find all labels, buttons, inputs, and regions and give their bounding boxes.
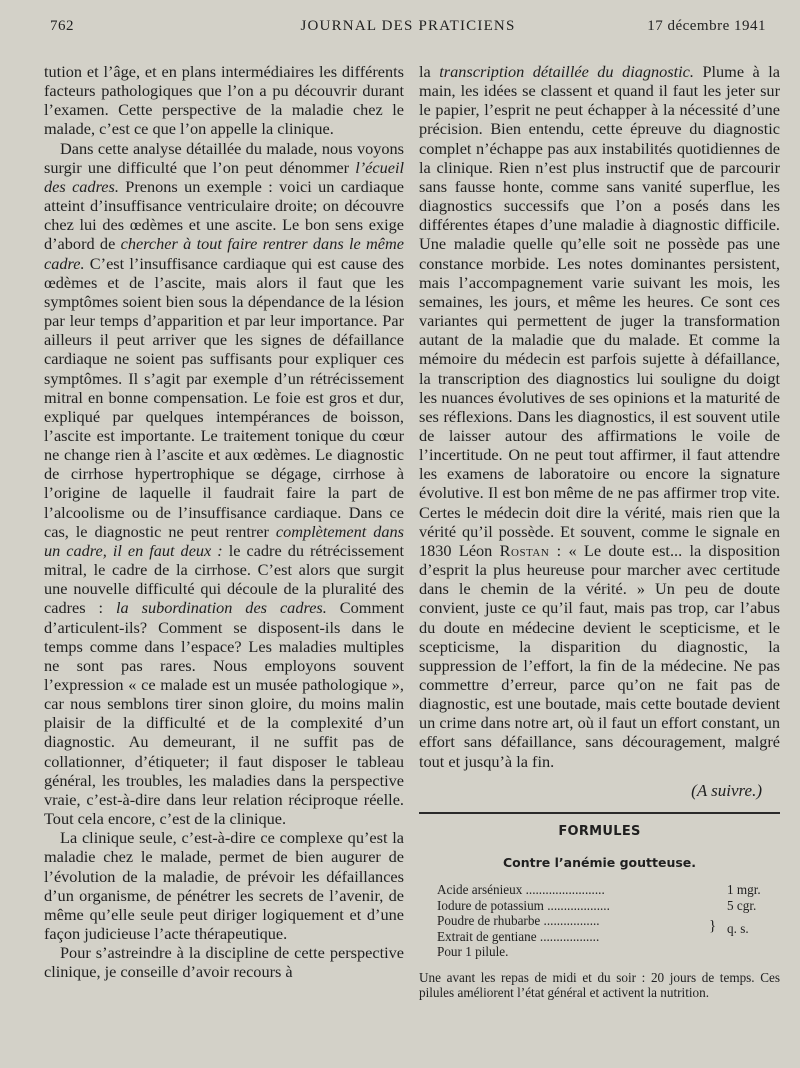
recipe	[419, 882, 780, 960]
page-number: 762	[50, 18, 74, 34]
paragraph-5: la transcription détaillée du diagnostic. Plume à la main, les idées se classent et quand il faut les jeter sur le papier, l’esprit ne peut échapper à la nécessité d’une précision. Bien entendu, cette épreuve du diagnostic complet n’échappe pas aux instabilités quotidiennes de la clinique. Rien n’est plus instructif que de parcourir sans fausse honte, comme sans vanité superflue, les diagnostics successifs que l’on a posés dans les différentes étapes d’une maladie à diagnostic difficile. Une maladie quelle qu’elle soit ne possède pas une constance morbide. Les notes dominantes persistent, mais l’accompagnement varie suivant les mois, les semaines, les jours, et même les heures. Ce sont ces variantes qui permettent de juger la transformation autant de la maladie que du malade. Et comme la mémoire du médecin est parfois sujette à défaillance, la transcription des diagnostics lui souligne du doigt les nuances évolutives de ses opinions et la maturité de ses réflexions. Dans les diagnostics, il est souvent utile de laisser autour des affirmations le voile de l’incertitude. On ne peut tout affirmer, il faut attendre les examens de laboratoire ou encore la signature évolutive. Il est bon même de ne pas affirmer trop vite. Certes le médecin doit dire la vérité, mais rien que la vérité qu’il possède. Et souvent, comme le signale en 1830 Léon Rostan : « Le doute est... la disposition d’esprit la plus heureuse pour marcher avec certitude dans le chemin de la vérité. » Un peu de doute convient, juste ce qu’il faut, mais pas trop, car l’abus du doute en médecine devient le scepticisme, et le scepticisme, la disparition du diagnostic, la suppression de l’effort, la fin de la médecine. Ne pas commettre d’erreur, parce qu’on ne fait pas de diagnostic, est une boutade, mais cette boutade devient un crime dans notre art, où il faut un effort constant, un effort sans défaillance, sans découragement, malgré tout et jusqu’à la fin.	[419, 62, 781, 771]
page-header	[50, 18, 766, 40]
recipe-row: Pour 1 pilule.	[437, 944, 509, 960]
section-divider	[419, 812, 780, 814]
right-column	[419, 62, 780, 1001]
recipe-note: Une avant les repas de midi et du soir : 20 jours de temps. Ces pilules améliorent l’état général et activent la nutrition.	[419, 969, 780, 1001]
emphasis-ecueil: l’écueil des cadres.	[44, 157, 404, 196]
recipe-row-group: Poudre de rhubarbe ................. Extrait de gentiane .................. } q. s.	[437, 913, 749, 944]
journal-title: JOURNAL DES PRATICIENS	[300, 18, 516, 34]
emphasis-meme-cadre: chercher à tout faire rentrer dans le même cadre.	[44, 234, 404, 273]
paragraph-2: Dans cette analyse détaillée du malade, nous voyons surgir une difficulté que l’on peut dénommer l’écueil des cadres. Prenons un exemple : voici un cardiaque atteint d’insuffisance ventriculaire droite; on découvre chez lui des œdèmes et une ascite. Le bon sens exige d’abord de chercher à tout faire rentrer dans le même cadre. C’est l’insuffisance cardiaque qui est cause des œdèmes et de l’ascite, mais alors il faut que les symptômes soient bien sous la dépendance de la lésion par leur temps d’apparition et par leur importance. Par ailleurs il peut arriver que les signes de défaillance cardiaque ne soient pas suffisants pour expliquer ces symptômes. Il s’agit par exemple d’un rétrécissement mitral en bonne compensation. Le foie est gros et dur, expliqué par quelques intempérances de boisson, l’ascite est importante. Le traitement tonique du cœur ne change rien à l’ascite et aux œdèmes. Le diagnostic de cirrhose hypertrophique se dégage, cirrhose à l’origine de laquelle il faudrait faire la part de l’alcoolisme ou de l’insuffisance cardiaque. Dans ce cas, le diagnostic ne peut rentrer complètement dans un cadre, il en faut deux : le cadre du rétrécissement mitral, le cadre de la cirrhose. C’est alors que surgit une nouvelle difficulté qui découle de la pluralité des cadres : la subordination des cadres. Comment d’articulent-ils? Comment se disposent-ils dans le temps comme dans l’espace? Les maladies multiples ne sont pas rares. Nous employons souvent l’expression « ce malade est un musée pathologique », car nous semblons tirer sinon gloire, du moins malin plaisir de la difficulté et de la complexité d’un diagnostic. Au demeurant, il ne suffit pas de collationner, d’étiqueter; il faut disposer le tableau général, les troubles, les maladies dans la perspective vraie, c’est-à-dire dans leur relation réciproque réelle. Tout cela encore, c’est de la clinique.	[44, 138, 405, 829]
paragraph-3: La clinique seule, c’est-à-dire ce complexe qu’est la maladie chez le malade, permet de bien augurer de l’évolution de la maladie, de prévoir les défaillances d’un organisme, de pénétrer les secrets de l’avenir, de même qu’elle seule peut diriger logiquement et d’une façon judicieuse l’acte thérapeutique.	[44, 828, 404, 944]
paragraph-4: Pour s’astreindre à la discipline de cette perspective clinique, je conseille d’avoir recours à	[44, 943, 404, 982]
emphasis-deux-cadres: complètement dans un cadre, il en faut deux :	[44, 521, 404, 560]
brace: }	[709, 918, 717, 935]
qs-value: q. s.	[727, 921, 749, 937]
emphasis-transcription: transcription détaillée du diagnostic.	[439, 62, 694, 81]
formules-title: FORMULES	[558, 823, 641, 839]
issue-date: 17 décembre 1941	[647, 18, 766, 34]
recipe-row: Acide arsénieux ........................ 1 mgr.	[437, 882, 761, 898]
to-be-continued: (A suivre.)	[691, 780, 762, 800]
formules-subtitle: Contre l’anémie goutteuse.	[502, 855, 697, 871]
author-name: Rostan	[499, 540, 550, 560]
emphasis-subordination: la subordination des cadres.	[116, 598, 327, 618]
paragraph-1: tution et l’âge, et en plans intermédiaires les différents facteurs pathologiques que l’on a pu découvrir durant l’examen. Cette perspective de la maladie chez le malade, c’est ce que l’on appelle la clinique.	[44, 62, 404, 139]
recipe-row: Iodure de potassium ................... 5 cgr.	[437, 897, 757, 913]
left-column	[44, 62, 404, 982]
